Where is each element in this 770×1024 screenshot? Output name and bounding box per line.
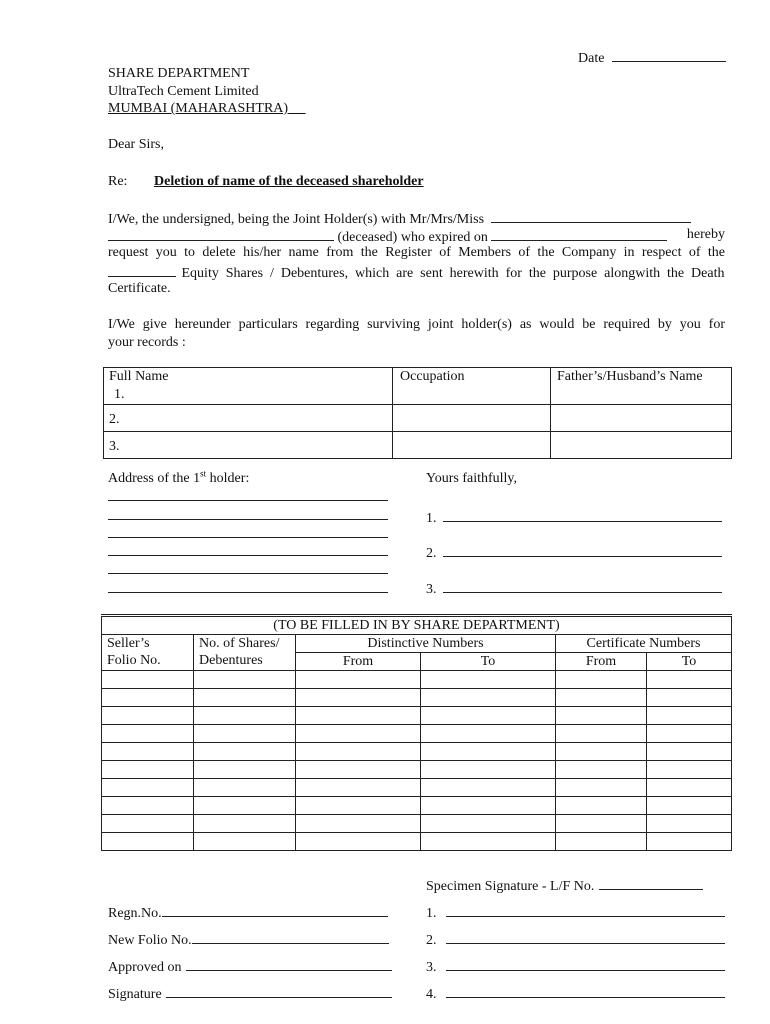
table-cell[interactable] (194, 671, 296, 689)
address-blank-line-2[interactable] (108, 519, 388, 520)
table-row (104, 368, 732, 405)
table-row (102, 689, 732, 707)
signature-blank-1[interactable] (443, 508, 722, 522)
header-distinctive-to: To (421, 653, 556, 671)
approved-on-field: Approved on (108, 957, 392, 976)
table-cell[interactable] (421, 725, 556, 743)
table-cell[interactable] (647, 725, 732, 743)
table-cell[interactable] (421, 797, 556, 815)
subject-prefix: Re: (108, 174, 128, 189)
para1-line3: request you to delete his/her name from the Register of Members of the Company in respect of the (108, 245, 725, 260)
new-folio-no-blank[interactable] (192, 930, 389, 944)
table-cell[interactable] (556, 689, 647, 707)
row3-occupation-cell[interactable] (393, 432, 551, 459)
specimen-1: 1. (426, 903, 725, 922)
row1-occupation-cell[interactable] (393, 368, 551, 405)
address-blank-line-3[interactable] (108, 537, 388, 538)
table-cell[interactable] (421, 815, 556, 833)
table-cell[interactable] (296, 707, 421, 725)
para1-line1: I/We, the undersigned, being the Joint Holder(s) with Mr/Mrs/Miss (108, 209, 691, 228)
table-cell[interactable] (102, 797, 194, 815)
header-no-of-shares: No. of Shares/ Debentures (194, 635, 296, 671)
table-row (102, 707, 732, 725)
specimen-blank-4[interactable] (446, 984, 725, 998)
table-cell[interactable] (194, 761, 296, 779)
para2-line2: your records : (108, 335, 186, 350)
share-department-table (101, 614, 732, 851)
row2-father-cell[interactable] (551, 405, 732, 432)
table-cell[interactable] (421, 689, 556, 707)
date-field (578, 48, 726, 67)
table-cell[interactable] (296, 671, 421, 689)
table-cell[interactable] (647, 761, 732, 779)
header-father-husband-name: Father’s/Husband’s Name (557, 369, 703, 384)
table-cell[interactable] (296, 815, 421, 833)
table-cell[interactable] (556, 761, 647, 779)
specimen-signature-label: Specimen Signature - L/F No. (426, 876, 703, 895)
table-row (102, 815, 732, 833)
specimen-4: 4. (426, 984, 725, 1003)
header-certificate-numbers: Certificate Numbers (556, 635, 732, 653)
table-row (104, 432, 732, 459)
header-distinctive-numbers: Distinctive Numbers (296, 635, 556, 653)
approved-on-blank[interactable] (186, 957, 392, 971)
row-number: 1. (114, 387, 125, 402)
specimen-blank-3[interactable] (446, 957, 725, 971)
date-label: Date (578, 51, 605, 66)
specimen-2: 2. (426, 930, 725, 949)
table-cell[interactable] (194, 689, 296, 707)
table-cell[interactable] (194, 833, 296, 851)
row2-name-cell[interactable] (104, 405, 393, 432)
signature-blank[interactable] (166, 984, 392, 998)
table-cell[interactable] (296, 761, 421, 779)
table-cell[interactable] (194, 725, 296, 743)
address-line-1: SHARE DEPARTMENT (108, 66, 250, 81)
specimen-3: 3. (426, 957, 725, 976)
table-cell[interactable] (102, 761, 194, 779)
signature-blank-2[interactable] (443, 543, 722, 557)
table-cell[interactable] (194, 815, 296, 833)
header-certificate-from: From (556, 653, 647, 671)
table-cell[interactable] (194, 707, 296, 725)
table-cell[interactable] (194, 743, 296, 761)
table-cell[interactable] (102, 833, 194, 851)
table-cell[interactable] (556, 833, 647, 851)
shares-count-blank[interactable] (108, 263, 176, 277)
address-blank-line-5[interactable] (108, 573, 388, 574)
signature-blank-3[interactable] (443, 579, 722, 593)
table-cell[interactable] (102, 743, 194, 761)
address-blank-line-1[interactable] (108, 500, 388, 501)
table-cell[interactable] (296, 779, 421, 797)
new-folio-no-field: New Folio No. (108, 930, 389, 949)
table-cell[interactable] (647, 671, 732, 689)
table-cell[interactable] (194, 779, 296, 797)
table-cell[interactable] (194, 797, 296, 815)
table-cell[interactable] (556, 725, 647, 743)
header-full-name: Full Name (109, 369, 169, 384)
table-cell[interactable] (556, 707, 647, 725)
table-cell[interactable] (102, 689, 194, 707)
table-row (104, 405, 732, 432)
table-cell[interactable] (421, 833, 556, 851)
table-cell[interactable] (421, 743, 556, 761)
row1-father-cell[interactable] (551, 368, 732, 405)
date-blank[interactable] (612, 48, 726, 62)
address-of-first-holder-label: Address of the 1st holder: (108, 468, 250, 486)
table-row (102, 725, 732, 743)
address-line-3: MUMBAI (MAHARASHTRA) (108, 101, 289, 116)
specimen-blank-2[interactable] (446, 930, 725, 944)
table-cell[interactable] (102, 725, 194, 743)
table-cell[interactable] (296, 689, 421, 707)
joint-holder-name-blank[interactable] (491, 209, 691, 223)
address-blank-line-6[interactable] (108, 592, 388, 593)
signer-3: 3. (426, 579, 722, 598)
table-cell[interactable] (421, 779, 556, 797)
closing-text: Yours faithfully, (426, 471, 518, 486)
table-cell[interactable] (421, 671, 556, 689)
table-cell[interactable] (647, 797, 732, 815)
row-number: 3. (109, 439, 120, 454)
table-cell[interactable] (647, 833, 732, 851)
table-cell[interactable] (556, 815, 647, 833)
table-cell[interactable] (296, 725, 421, 743)
address-blank-line-4[interactable] (108, 555, 388, 556)
table-cell[interactable] (647, 689, 732, 707)
table-title: (TO BE FILLED IN BY SHARE DEPARTMENT) (102, 616, 732, 635)
header-occupation: Occupation (400, 369, 465, 384)
header-distinctive-from: From (296, 653, 421, 671)
header-sellers-folio: Seller’s Folio No. (102, 635, 194, 671)
joint-holders-table (103, 367, 732, 459)
subject-title: Deletion of name of the deceased shareholder (154, 174, 424, 189)
table-cell[interactable] (296, 743, 421, 761)
table-row (102, 671, 732, 689)
row2-occupation-cell[interactable] (393, 405, 551, 432)
table-cell[interactable] (102, 815, 194, 833)
table-cell[interactable] (102, 707, 194, 725)
para1-line4: Equity Shares / Debentures, which are sent herewith for the purpose alongwith the Death (108, 263, 725, 282)
address-line-2: UltraTech Cement Limited (108, 84, 259, 99)
table-cell[interactable] (296, 797, 421, 815)
table-row (102, 833, 732, 851)
table-cell[interactable] (556, 743, 647, 761)
table-row (102, 797, 732, 815)
table-title-row (102, 616, 732, 635)
table-cell[interactable] (421, 707, 556, 725)
table-cell[interactable] (102, 671, 194, 689)
table-cell[interactable] (647, 779, 732, 797)
table-cell[interactable] (556, 797, 647, 815)
regn-no-blank[interactable] (162, 903, 388, 917)
para1-line5: Certificate. (108, 281, 171, 296)
table-cell[interactable] (647, 707, 732, 725)
lf-no-blank[interactable] (599, 876, 703, 890)
para2-line1: I/We give hereunder particulars regarding surviving joint holder(s) as would be required by you for (108, 317, 725, 332)
expiry-date-blank[interactable] (491, 227, 667, 241)
row3-father-cell[interactable] (551, 432, 732, 459)
regn-no-field: Regn.No. (108, 903, 388, 922)
row-number: 2. (109, 412, 120, 427)
signer-2: 2. (426, 543, 722, 562)
table-cell[interactable] (556, 779, 647, 797)
para1-line2: (deceased) who expired on hereby (108, 227, 725, 246)
table-cell[interactable] (421, 761, 556, 779)
table-cell[interactable] (647, 743, 732, 761)
salutation: Dear Sirs, (108, 137, 164, 152)
table-row (102, 761, 732, 779)
table-cell[interactable] (296, 833, 421, 851)
header-certificate-to: To (647, 653, 732, 671)
signature-field: Signature (108, 984, 392, 1003)
row3-name-cell[interactable] (104, 432, 393, 459)
table-header-row (102, 635, 732, 653)
deceased-name-blank[interactable] (108, 227, 334, 241)
row1-name-cell[interactable] (104, 368, 393, 405)
table-cell[interactable] (102, 779, 194, 797)
table-cell[interactable] (647, 815, 732, 833)
table-row (102, 779, 732, 797)
table-row (102, 743, 732, 761)
specimen-blank-1[interactable] (446, 903, 725, 917)
signer-1: 1. (426, 508, 722, 527)
table-cell[interactable] (556, 671, 647, 689)
